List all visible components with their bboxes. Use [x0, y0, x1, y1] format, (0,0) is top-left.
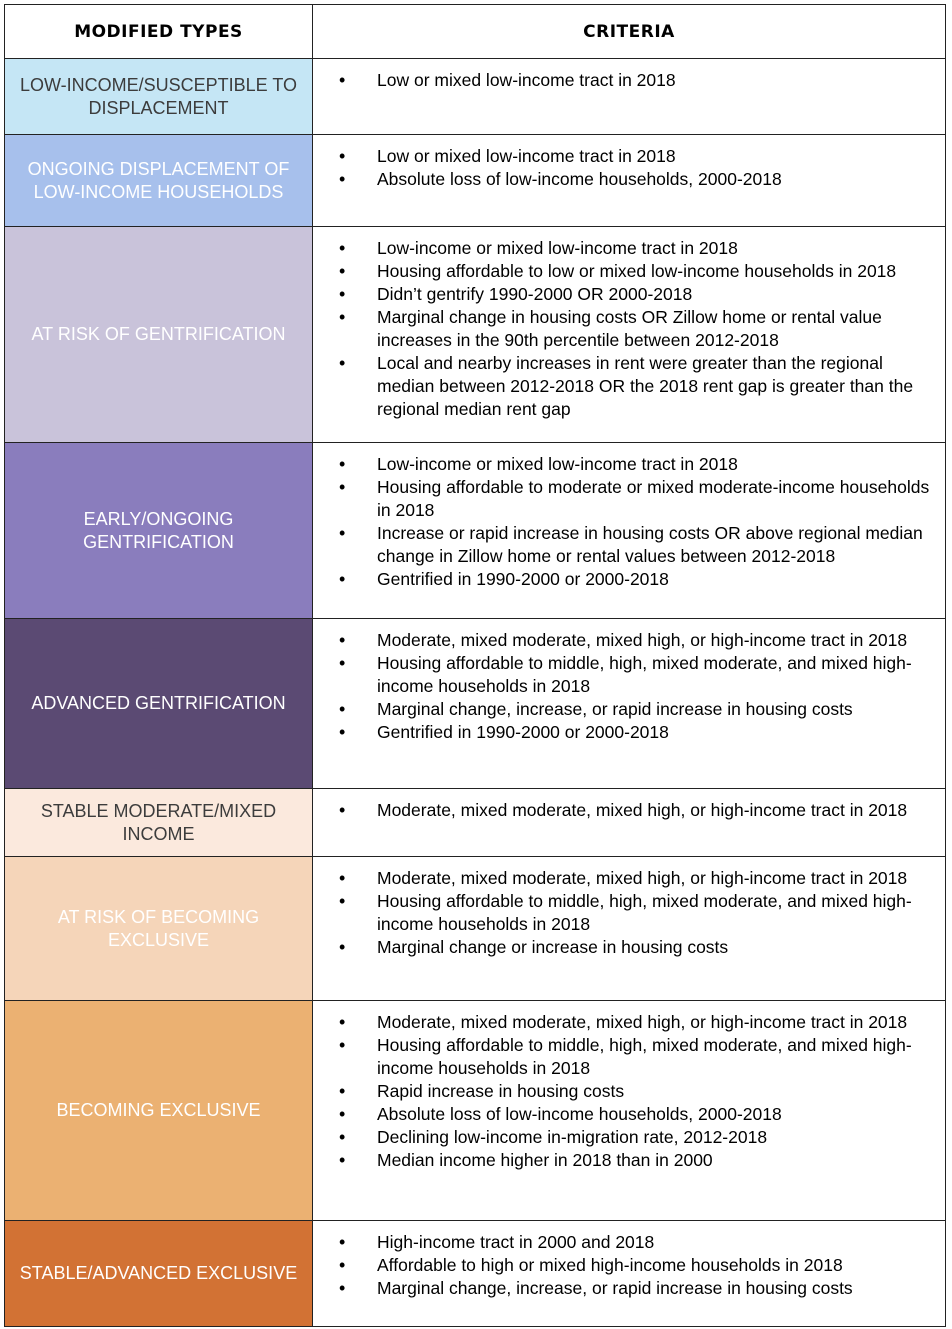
criteria-item: • Didn’t gentrify 1990-2000 OR 2000-2018: [335, 283, 937, 306]
table-row: [5, 619, 946, 789]
type-cell: [5, 59, 313, 135]
header-row: [5, 5, 946, 59]
criteria-item: • High-income tract in 2000 and 2018: [335, 1231, 937, 1254]
table-row: [5, 227, 946, 443]
criteria-list: [335, 629, 937, 744]
criteria-cell: [313, 857, 946, 1001]
criteria-cell: [313, 443, 946, 619]
criteria-item: • Absolute loss of low-income households, 2000-2018: [335, 1103, 937, 1126]
table-row: [5, 1001, 946, 1221]
type-label: AT RISK OF GENTRIFICATION: [31, 324, 286, 344]
type-label: EARLY/ONGOING GENTRIFICATION: [83, 508, 234, 552]
type-cell: [5, 1001, 313, 1221]
type-cell: [5, 1221, 313, 1327]
criteria-item: • Moderate, mixed moderate, mixed high, or high-income tract in 2018: [335, 799, 937, 822]
criteria-item: • Moderate, mixed moderate, mixed high, or high-income tract in 2018: [335, 629, 937, 652]
type-cell: [5, 227, 313, 443]
criteria-list: [335, 1011, 937, 1172]
criteria-cell: [313, 619, 946, 789]
criteria-item: • Absolute loss of low-income households, 2000-2018: [335, 168, 937, 191]
criteria-list: [335, 867, 937, 959]
table-row: [5, 443, 946, 619]
type-label: BECOMING EXCLUSIVE: [56, 1100, 261, 1120]
criteria-list: [335, 453, 937, 591]
type-cell: [5, 619, 313, 789]
criteria-item: • Low or mixed low-income tract in 2018: [335, 69, 937, 92]
criteria-list: [335, 1231, 937, 1300]
criteria-item: • Low-income or mixed low-income tract in 2018: [335, 237, 937, 260]
criteria-item: • Housing affordable to middle, high, mixed moderate, and mixed high-income households in 2018: [335, 652, 937, 698]
criteria-item: • Rapid increase in housing costs: [335, 1080, 937, 1103]
criteria-cell: [313, 1221, 946, 1327]
type-cell: [5, 857, 313, 1001]
type-label: STABLE MODERATE/MIXED INCOME: [40, 800, 277, 844]
criteria-item: • Moderate, mixed moderate, mixed high, or high-income tract in 2018: [335, 1011, 937, 1034]
type-cell: [5, 135, 313, 227]
criteria-item: • Housing affordable to moderate or mixed moderate-income households in 2018: [335, 476, 937, 522]
criteria-item: • Marginal change in housing costs OR Zillow home or rental value increases in the 90th percentile between 2012-2018: [335, 306, 937, 352]
table-row: [5, 1221, 946, 1327]
criteria-item: • Low-income or mixed low-income tract in 2018: [335, 453, 937, 476]
criteria-cell: [313, 789, 946, 857]
criteria-item: • Marginal change, increase, or rapid increase in housing costs: [335, 698, 937, 721]
criteria-item: • Marginal change, increase, or rapid increase in housing costs: [335, 1277, 937, 1300]
criteria-item: • Housing affordable to middle, high, mixed moderate, and mixed high-income households in 2018: [335, 1034, 937, 1080]
criteria-item: • Gentrified in 1990-2000 or 2000-2018: [335, 568, 937, 591]
criteria-item: • Housing affordable to middle, high, mixed moderate, and mixed high-income households in 2018: [335, 890, 937, 936]
criteria-list: [335, 237, 937, 421]
criteria-item: • Declining low-income in-migration rate, 2012-2018: [335, 1126, 937, 1149]
typology-table: [4, 4, 946, 1327]
type-label: ADVANCED GENTRIFICATION: [31, 693, 286, 713]
criteria-item: • Housing affordable to low or mixed low-income households in 2018: [335, 260, 937, 283]
table-row: [5, 789, 946, 857]
header-modified-types: MODIFIED TYPES: [5, 5, 313, 59]
table-body: [5, 59, 946, 1327]
criteria-cell: [313, 59, 946, 135]
header-criteria: CRITERIA: [313, 5, 946, 59]
type-label: LOW-INCOME/SUSCEPTIBLE TO DISPLACEMENT: [19, 74, 298, 118]
criteria-list: [335, 69, 937, 92]
table-row: [5, 59, 946, 135]
table-row: [5, 135, 946, 227]
criteria-cell: [313, 227, 946, 443]
criteria-item: • Increase or rapid increase in housing costs OR above regional median change in Zillow home or rental values between 2012-2018: [335, 522, 937, 568]
criteria-list: [335, 799, 937, 822]
type-label: ONGOING DISPLACEMENT OF LOW-INCOME HOUSEHOLDS: [27, 158, 290, 202]
type-cell: [5, 789, 313, 857]
criteria-cell: [313, 135, 946, 227]
criteria-item: • Moderate, mixed moderate, mixed high, or high-income tract in 2018: [335, 867, 937, 890]
type-cell: [5, 443, 313, 619]
type-label: AT RISK OF BECOMING EXCLUSIVE: [57, 906, 260, 950]
table-row: [5, 857, 946, 1001]
criteria-item: • Local and nearby increases in rent were greater than the regional median between 2012-2018 OR the 2018 rent gap is greater than the regional median rent gap: [335, 352, 937, 421]
criteria-item: • Low or mixed low-income tract in 2018: [335, 145, 937, 168]
criteria-cell: [313, 1001, 946, 1221]
criteria-list: [335, 145, 937, 191]
criteria-item: • Affordable to high or mixed high-income households in 2018: [335, 1254, 937, 1277]
criteria-item: • Gentrified in 1990-2000 or 2000-2018: [335, 721, 937, 744]
criteria-item: • Median income higher in 2018 than in 2000: [335, 1149, 937, 1172]
criteria-item: • Marginal change or increase in housing costs: [335, 936, 937, 959]
type-label: STABLE/ADVANCED EXCLUSIVE: [19, 1263, 298, 1283]
